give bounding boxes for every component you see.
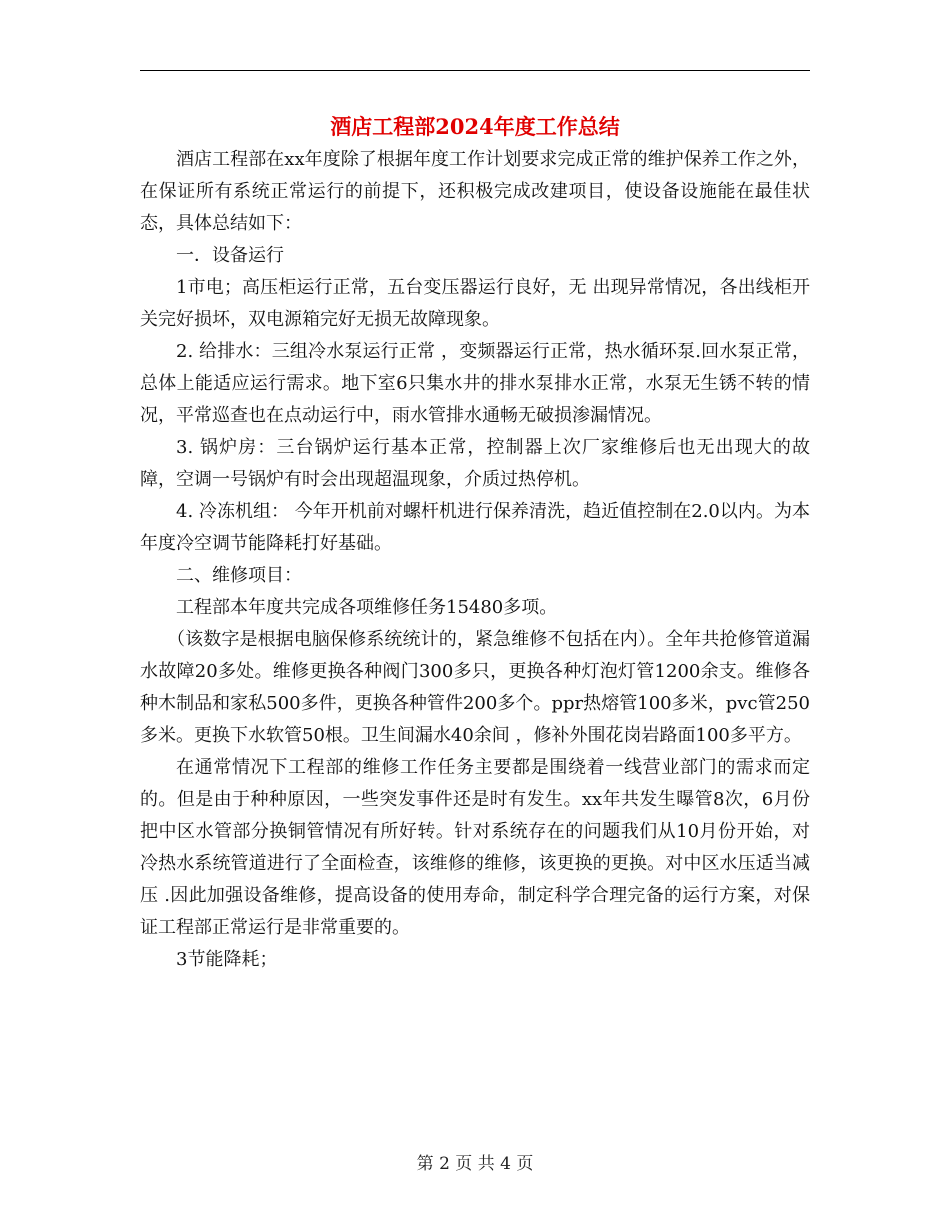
item-water-supply: 2. 给排水：三组冷水泵运行正常 ，变频器运行正常，热水循环泵.回水泵正常，总体上能适应运行需求。地下室6只集水井的排水泵排水正常，水泵无生锈不转的情况，平常巡查也在点动运行中，雨水管排水通畅无破损渗漏情况。 <box>140 341 810 426</box>
maintenance-narrative: 在通常情况下工程部的维修工作任务主要都是围绕着一线营业部门的需求而定的。但是由于种种原因，一些突发事件还是时有发生。xx年共发生曝管8次，6月份把中区水管部分换铜管情况有所好转。针对系统存在的问题我们从10月份开始，对冷热水系统管道进行了全面检查，该维修的维修，该更换的更换。对中区水压适当减压 .因此加强设备维修，提高设备的使用寿命，制定科学合理完备的运行方案，对保证工程部正常运行是非常重要的。 <box>140 757 810 938</box>
item-boiler-room: 3. 锅炉房：三台锅炉运行基本正常，控制器上次厂家维修后也无出现大的故障，空调一号锅炉有时会出现超温现象，介质过热停机。 <box>140 437 810 490</box>
maintenance-total: 工程部本年度共完成各项维修任务15480多项。 <box>176 597 558 618</box>
document-body <box>140 144 810 976</box>
section-heading-energy-saving: 3节能降耗； <box>176 949 278 970</box>
maintenance-details: （该数字是根据电脑保修系统统计的，紧急维修不包括在内）。全年共抢修管道漏水故障20多处。维修更换各种阀门300多只，更换各种灯泡灯管1200余支。维修各种木制品和家私500多件，更换各种管件200多个。ppr热熔管100多米，pvc管250多米。更换下水软管50根。卫生间漏水40余间 ，修补外围花岗岩路面100多平方。 <box>140 629 810 746</box>
intro-paragraph: 酒店工程部在xx年度除了根据年度工作计划要求完成正常的维护保养工作之外，在保证所有系统正常运行的前提下，还积极完成改建项目，使设备设施能在最佳状态，具体总结如下： <box>140 149 810 234</box>
header-rule <box>140 70 810 71</box>
document-title: 酒店工程部2024年度工作总结 <box>330 114 620 139</box>
section-heading-equipment: 一．设备运行 <box>176 245 284 266</box>
item-chiller-unit: 4. 冷冻机组： 今年开机前对螺杆机进行保养清洗，趋近值控制在2.0以内。为本年度冷空调节能降耗打好基础。 <box>140 501 810 554</box>
item-power-supply: 1市电；高压柜运行正常，五台变压器运行良好，无 出现异常情况，各出线柜开关完好损坏，双电源箱完好无损无故障现象。 <box>140 277 810 330</box>
page-number: 第 2 页 共 4 页 <box>416 1154 534 1174</box>
section-heading-maintenance: 二、维修项目： <box>176 565 302 586</box>
